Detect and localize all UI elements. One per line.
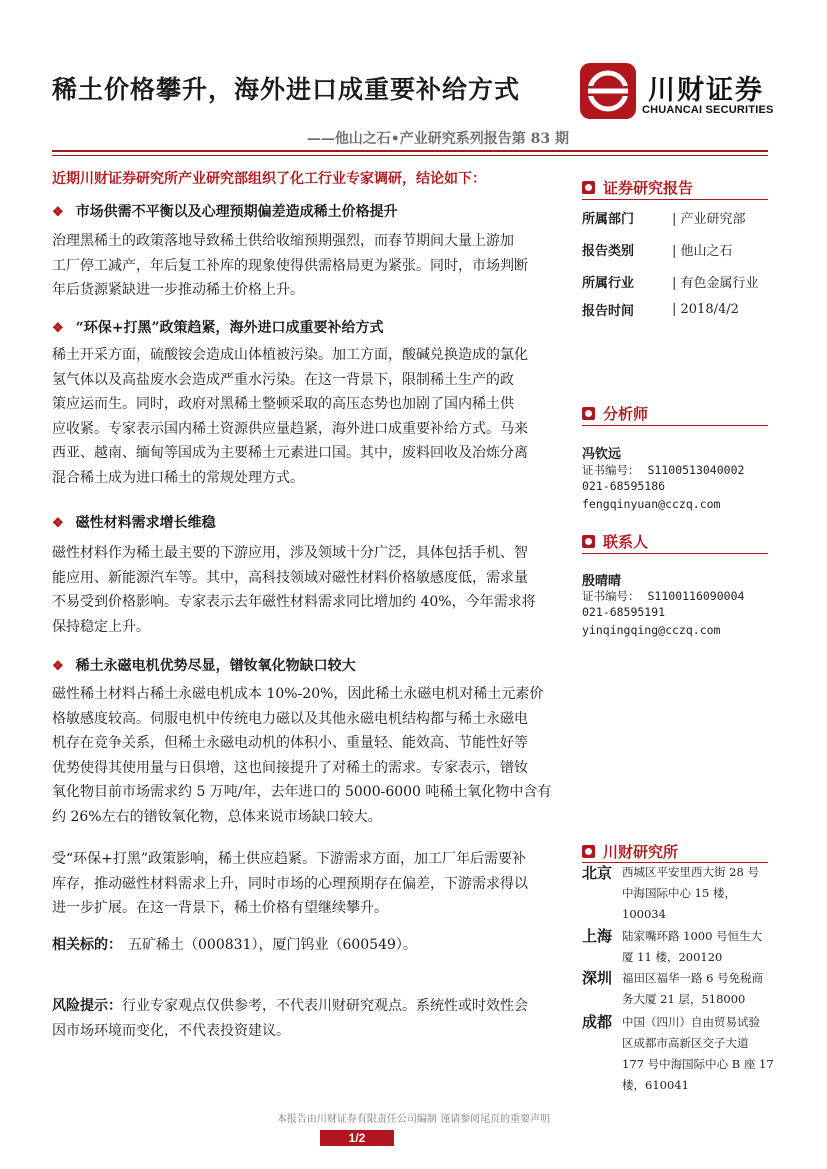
header-rule [52, 150, 768, 152]
diamond-bullet-icon: ❖ [52, 516, 64, 531]
company-logo-english: CHUANCAI SECURITIES [642, 104, 774, 116]
section-heading-2: ❖ “环保+打黑”政策趋紧，海外进口成重要补给方式 [52, 320, 384, 336]
analyst-name: 冯钦远 [582, 447, 622, 462]
company-logo-text: 川财证券 [648, 75, 764, 106]
sidebar-contact-heading: 联系人 [582, 531, 648, 552]
header-rule-thin [52, 155, 768, 156]
contact-name: 殷晴晴 [582, 574, 622, 589]
contact-icon [582, 535, 595, 548]
intro-line: 近期川财证券研究所产业研究部组织了化工行业专家调研，结论如下： [52, 171, 486, 187]
sidebar-divider [582, 199, 768, 200]
section-body-1: 治理黑稀土的政策落地导致稀土供给收缩预期强烈，而春节期间大量上游加 工厂停工减产，年后复工补库的现象使得供需格局更为紧张。同时，市场判断 年后货源紧缺进一步推动稀土价格上升。 [52, 233, 528, 299]
sidebar-divider [582, 553, 768, 554]
diamond-bullet-icon: ❖ [52, 205, 64, 220]
report-subtitle: ——他山之石•产业研究系列报告第 83 期 [306, 131, 569, 147]
diamond-bullet-icon: ❖ [52, 321, 64, 336]
sidebar-report-heading: 证券研究报告 [582, 177, 693, 198]
analyst-cert: 证书编号： S1100513040002 [582, 463, 745, 477]
meta-label-date: 报告时间 [582, 304, 635, 319]
risk-warning: 风险提示：行业专家观点仅供参考，不代表川财研究观点。系统性或时效性会 因市场环境而变化，不代表投资建议。 [52, 998, 528, 1039]
office-address-shenzhen: 福田区福华一路 6 号免税商 务大厦 21 层，518000 [622, 971, 764, 1006]
meta-label-category: 报告类别 [582, 244, 635, 259]
logo-icon [580, 63, 636, 119]
meta-value-department: | 产业研究部 [672, 212, 746, 227]
office-city-chengdu: 成都 [582, 1013, 613, 1031]
section-heading-4: ❖ 稀土永磁电机优势尽显，镨钕氧化物缺口较大 [52, 658, 356, 674]
related-stocks: 相关标的： 五矿稀土（000831），厦门钨业（600549）。 [52, 937, 417, 953]
contact-phone: 021-68595191 [582, 605, 666, 619]
footer-disclaimer: 本报告由川财证券有限责任公司编制 谨请参阅尾页的重要声明 [276, 1114, 551, 1125]
institute-icon [582, 845, 595, 858]
meta-value-category: | 他山之石 [672, 244, 733, 259]
sidebar-institute-heading: 川财研究所 [582, 841, 678, 862]
section-body-3: 磁性材料作为稀土最主要的下游应用，涉及领域十分广泛，具体包括手机、智 能应用、新能源汽车等。其中，高科技领域对磁性材料价格敏感度低，需求量 不易受到价格影响。专家表示去年磁性材料需求同比增加约 40%，今年需求将 保持稳定上升。 [52, 545, 536, 635]
report-icon [582, 181, 595, 194]
sidebar-analyst-heading: 分析师 [582, 403, 648, 424]
office-city-shenzhen: 深圳 [582, 969, 613, 987]
analyst-icon [582, 407, 595, 420]
office-address-beijing: 西城区平安里西大街 28 号 中海国际中心 15 楼， 100034 [622, 865, 759, 921]
diamond-bullet-icon: ❖ [52, 659, 64, 674]
office-address-shanghai: 陆家嘴环路 1000 号恒生大 厦 11 楼，200120 [622, 929, 763, 964]
section-heading-3: ❖ 磁性材料需求增长维稳 [52, 515, 216, 531]
section-body-4b: 受“环保+打黑”政策影响，稀土供应趋紧。下游需求方面，加工厂年后需要补 库存，推动磁性材料需求上升，同时市场的心理预期存在偏差，下游需求得以 进一步扩展。在这一背景下，稀土价格有望继续攀升。 [52, 851, 528, 917]
meta-value-date: | 2018/4/2 [672, 302, 739, 317]
company-logo-mark [580, 63, 636, 119]
contact-cert: 证书编号： S1100116090004 [582, 589, 745, 603]
analyst-phone: 021-68595186 [582, 479, 666, 493]
office-city-beijing: 北京 [582, 864, 613, 882]
meta-label-industry: 所属行业 [582, 276, 635, 291]
section-body-4: 磁性稀土材料占稀土永磁电机成本 10%-20%，因此稀土永磁电机对稀土元素价 格敏感度较高。伺服电机中传统电力磁以及其他永磁电机结构都与稀土永磁电 机存在竞争关系，但稀土永磁电动机的体积小、重量轻、能效高、节能性好等 优势使得其使用量与日俱增，这也间接提升了对稀土的需求。专家表示，镨钕 氧化物目前市场需求约 5 万吨/年，去年进口的 5000-6000 吨稀土氧化物中含有 约 26%左右的镨钕氧化物，总体来说市场缺口较大。 [52, 686, 552, 825]
report-title: 稀土价格攀升，海外进口成重要补给方式 [52, 75, 521, 104]
meta-value-industry: | 有色金属行业 [672, 276, 759, 291]
sidebar-divider [582, 425, 768, 426]
section-body-2: 稀土开采方面，硫酸铵会造成山体植被污染。加工方面，酸碱兑换造成的氯化 氢气体以及高盐废水会造成严重水污染。在这一背景下，限制稀土生产的政 策应运而生。同时，政府对黑稀土整顿采取的高压态势也加剧了国内稀土供 应收紧。专家表示国内稀土资源供应量趋紧，海外进口成重要补给方式。马来 西亚、越南、缅甸等国成为主要稀土元素进口国。其中，废料回收及冶炼分离 混合稀土成为进口稀土的常规处理方式。 [52, 347, 528, 486]
office-city-shanghai: 上海 [582, 927, 613, 945]
page-number: 1/2 [320, 1130, 394, 1146]
section-heading-1: ❖ 市场供需不平衡以及心理预期偏差造成稀土价格提升 [52, 204, 398, 220]
office-address-chengdu: 中国（四川）自由贸易试验 区成都市高新区交子大道 177 号中海国际中心 B 座 17 楼，610041 [622, 1015, 774, 1092]
meta-label-department: 所属部门 [582, 212, 635, 227]
contact-email: yinqingqing@cczq.com [582, 623, 721, 637]
analyst-email: fengqinyuan@cczq.com [582, 497, 721, 511]
